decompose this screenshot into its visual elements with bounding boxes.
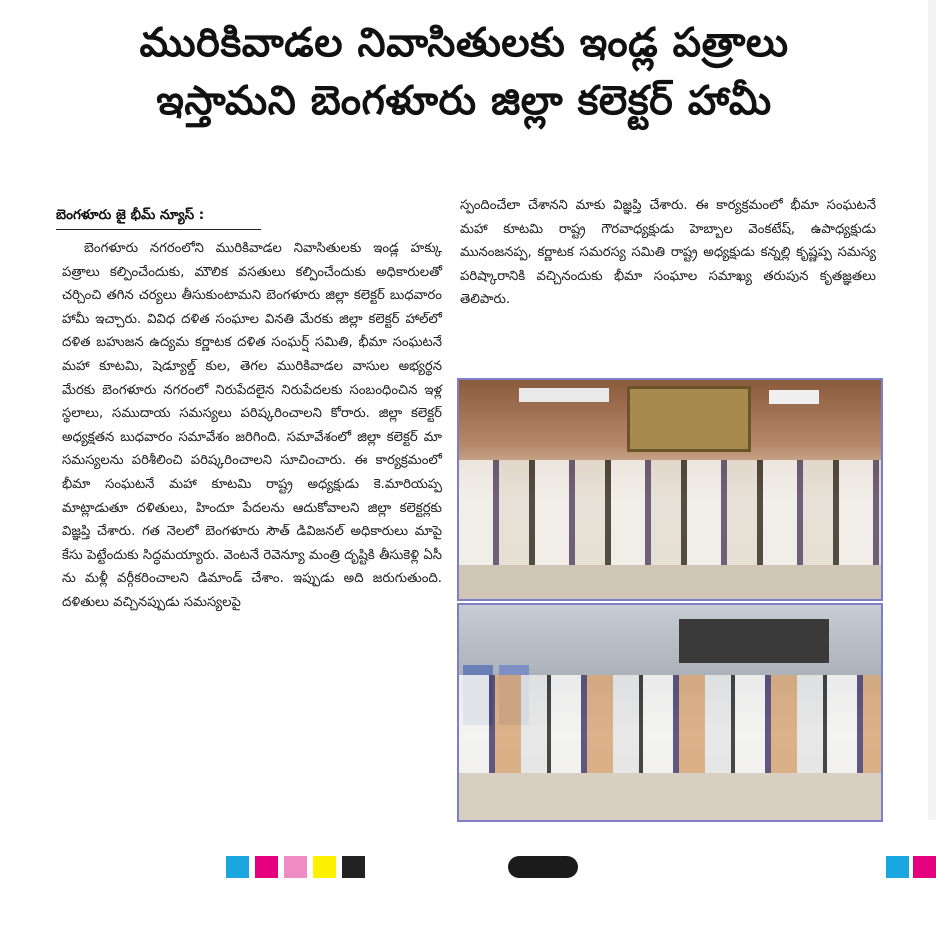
meeting-table [459,565,883,601]
headline-line-1: మురికివాడల నివాసితులకు ఇండ్ల పత్రాలు [139,20,789,66]
ac-unit [519,388,609,402]
registration-pill [508,856,578,878]
byline-underline [56,229,261,230]
pink-mark [284,856,307,878]
magenta-mark [255,856,278,878]
article-column-left: బెంగళూరు నగరంలోని మురికివాడల నివాసితులకు ఇండ్ల హక్కు పత్రాలు కల్పించేందుకు, మౌలిక వసతులు కల్పించేందుకు అధికారులతో చర్చించి తగిన చర్యలు తీసుకుంటామని బెంగళూరు జిల్లా కలెక్టర్ బుధవారం హామీ ఇచ్చారు. వివిధ దళిత సంఘాల వినతి మేరకు జిల్లా కలెక్టర్ హాల్‌లో దళిత బహుజన ఉద్యమ కర్ణాటక దళిత సంఘర్ష్ సమితి, భీమా సంఘటనే మహా కూటమి, షెడ్యూల్డ్ కుల, తెగల మురికివాడల వాసుల అభ్యర్థన మేరకు బెంగళూరు నగరంలో నిరుపేదలైన నిరుపేదలకు సంబంధించిన ఇళ్ల స్థలాలు, సముదాయ సమస్యలు పరిష్కరించాలని కోరారు. జిల్లా కలెక్టర్ అధ్యక్షతన బుధవారం సమావేశం జరిగింది. సమావేశంలో జిల్లా కలెక్టర్ మా సమస్యలను పరిశీలించి పరిష్కరించాలని సూచించారు. ఈ కార్యక్రమంలో భీమా సంఘటనే మహా కూటమి రాష్ట్ర అధ్యక్షుడు కె.మారియప్ప మాట్లాడుతూ దళితులు, హిందూ పేదలను ఆదుకోవాలని జిల్లా కలెక్టర్లకు విజ్ఞప్తి చేశారు. గత నెలలో బెంగళూరు సౌత్ డివిజనల్ అధికారులు మాపై కేసు పెట్టేందుకు సిద్ధమయ్యారు. వెంటనే రెవెన్యూ మంత్రి దృష్టికి తీసుకెళ్లి ఏసీ ను మళ్లీ వర్గీకరించాలని డిమాండ్ చేశాం. ఇప్పుడు అది జరుగుతుంది. దళితులు వచ్చినప్పుడు సమస్యలపై [62,241,442,610]
byline: బెంగళూరు జై భీమ్ న్యూస్ : [56,207,205,223]
wall-painting [627,386,751,452]
people-group [459,460,883,570]
meeting-photo-1 [457,378,883,601]
officials-group [459,675,883,775]
cyan-mark-right [886,856,909,878]
colour-registration-marks-right [886,856,936,878]
black-mark [342,856,365,878]
article-column-right: స్పందించేలా చేశానని మాకు విజ్ఞప్తి చేశారు. ఈ కార్యక్రమంలో భీమా సంఘటనే మహా కూటమి రాష్ట్ర గౌరవాధ్యక్షుడు హెబ్బాల వెంకటేష్, ఉపాధ్యక్షుడు మునంజనప్ప, కర్ణాటక సమరస్య సమితి రాష్ట్ర అధ్యక్షుడు కన్నల్లి కృష్ణప్ప సమస్య పరిష్కారానికి వచ్చినందుకు భీమా సంఘాల సమాఖ్య తరుపున కృతజ్ఞతలు తెలిపారు. [460,198,876,308]
page-edge [928,0,936,820]
headline [0,14,928,130]
name-board [679,619,829,663]
yellow-mark [313,856,336,878]
conference-table [459,773,883,822]
magenta-mark-right [913,856,936,878]
ac-unit-2 [769,390,819,404]
meeting-photo-2 [457,603,883,822]
cyan-mark [226,856,249,878]
colour-registration-marks [226,856,370,878]
headline-line-2: ఇస్తామని బెంగళూరు జిల్లా కలెక్టర్ హామీ [156,78,772,124]
